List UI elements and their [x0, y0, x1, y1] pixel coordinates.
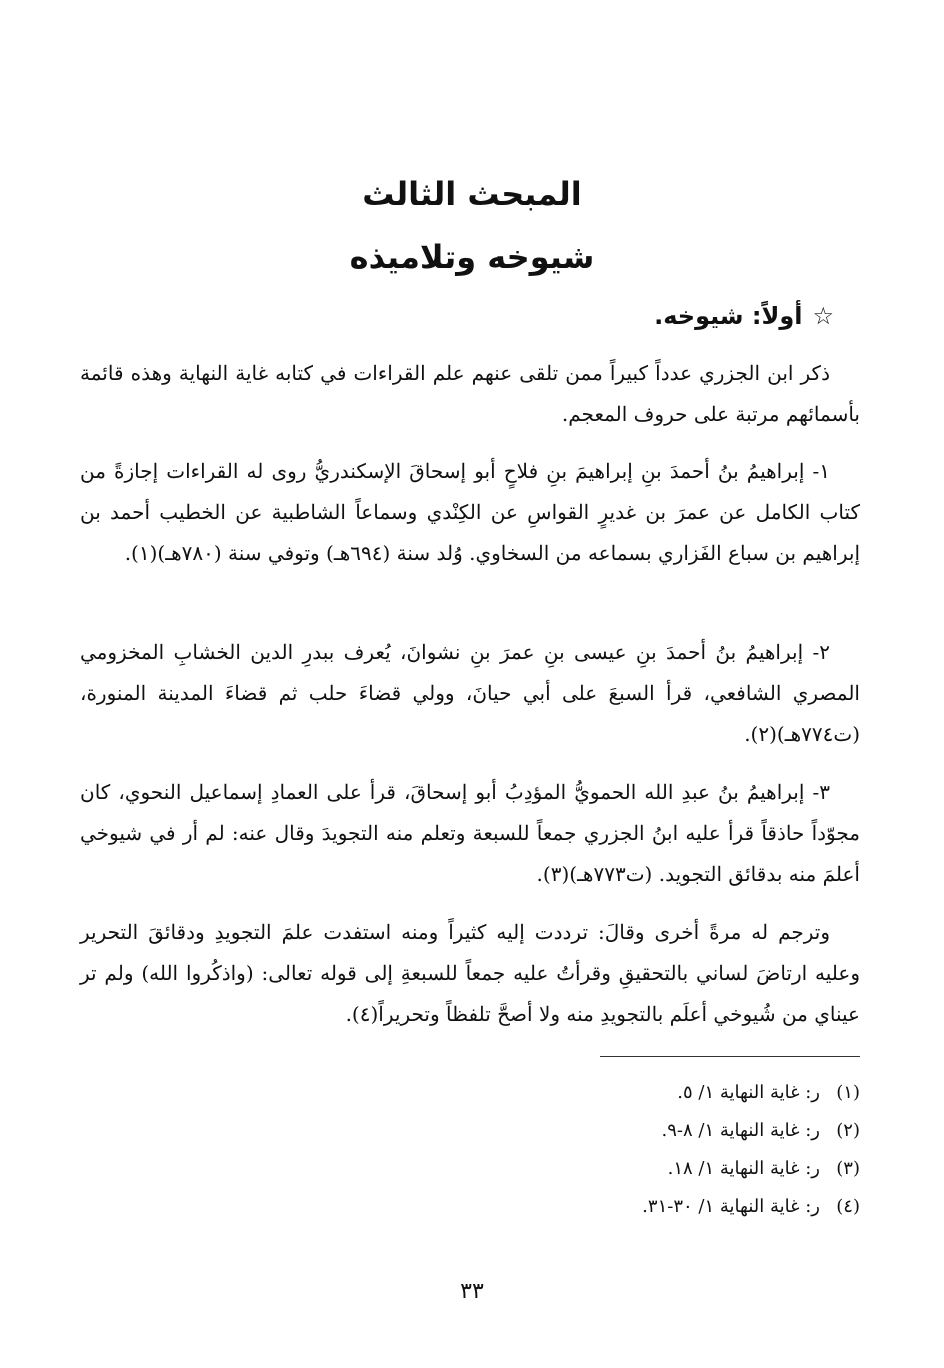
paragraph-text: ذكر ابن الجزري عدداً كبيراً ممن تلقى عنهم علم القراءات في كتابه غاية النهاية وهذه قائمة بأسمائهم مرتبة على حروف المعجم. [80, 361, 860, 426]
footnote-text: ر: غاية النهاية ١/ ٣٠-٣١. [642, 1196, 820, 1217]
star-icon: ☆ [812, 302, 834, 330]
footnote [100, 1112, 860, 1150]
entry-paragraph-2 [80, 632, 860, 755]
footnote-text: ر: غاية النهاية ١/ ٥. [677, 1082, 820, 1103]
intro-paragraph [80, 353, 860, 435]
paragraph-text: ٣- إبراهيمُ بنُ عبدِ الله الحمويُّ المؤدِبُ أبو إسحاقَ، قرأ على العمادِ إسماعيل النحوي، كان مجوّداً حاذقاً قرأ عليه ابنُ الجزري جمعاً للسبعة وتعلم منه التجويدَ وقال عنه: لم أر في شيوخي أعلمَ منه بدقائق التجويد. (ت٧٧٣هـ)(٣). [80, 780, 860, 886]
chapter-subtitle: شيوخه وتلاميذه [349, 238, 595, 276]
section-heading [114, 296, 834, 336]
footnotes [100, 1074, 860, 1226]
entry-paragraph-3-continued [80, 912, 860, 1035]
section-heading-text: أولاً: شيوخه. [654, 302, 803, 330]
entry-paragraph-1 [80, 451, 860, 574]
footnote-number: (٤) [836, 1196, 860, 1217]
footnote [100, 1150, 860, 1188]
paragraph-text: ٢- إبراهيمُ بنُ أحمدَ بنِ عيسى بنِ عمرَ بنِ نشوانَ، يُعرف ببدرِ الدين الخشابِ المخزومي المصري الشافعي، قرأ السبعَ على أبي حيانَ، وولي قضاءَ حلب ثم قضاءَ المدينة المنورة، (ت٧٧٤هـ)(٢). [80, 640, 860, 746]
footnote-number: (٢) [836, 1120, 860, 1141]
footnote-text: ر: غاية النهاية ١/ ٨-٩. [661, 1120, 820, 1141]
entry-paragraph-3 [80, 772, 860, 895]
paragraph-text: وترجم له مرةً أخرى وقالَ: ترددت إليه كثيراً ومنه استفدت علمَ التجويدِ ودقائقَ التحرير وعليه ارتاضَ لساني بالتحقيقِ وقرأتُ عليه جمعاً للسبعةِ إلى قوله تعالى: (واذكُروا الله) ولم تر عيناي من شُيوخي أعلَم بالتجويدِ منه ولا أصحَّ تلفظاً وتحريراً(٤). [80, 920, 860, 1026]
page-number: ٣٣ [460, 1279, 484, 1304]
footnote-number: (١) [836, 1082, 860, 1103]
paragraph-text: ١- إبراهيمُ بنُ أحمدَ بنِ إبراهيمَ بنِ فلاحٍ أبو إسحاقَ الإسكندريُّ روى له القراءات إجازةً من كتاب الكامل عن عمرَ بن غديرٍ القواسِ عن الكِنْدي وسماعاً الشاطبية عن الخطيب أحمد بن إبراهيم بن سباع الفَزاري بسماعه من السخاوي. وُلد سنة (٦٩٤هـ) وتوفي سنة (٧٨٠هـ)(١). [80, 459, 860, 565]
chapter-title: المبحث الثالث [362, 175, 582, 213]
footnote-number: (٣) [836, 1158, 860, 1179]
footnote [100, 1074, 860, 1112]
footnote-text: ر: غاية النهاية ١/ ١٨. [667, 1158, 820, 1179]
footnote [100, 1188, 860, 1226]
footnote-divider [600, 1056, 860, 1057]
